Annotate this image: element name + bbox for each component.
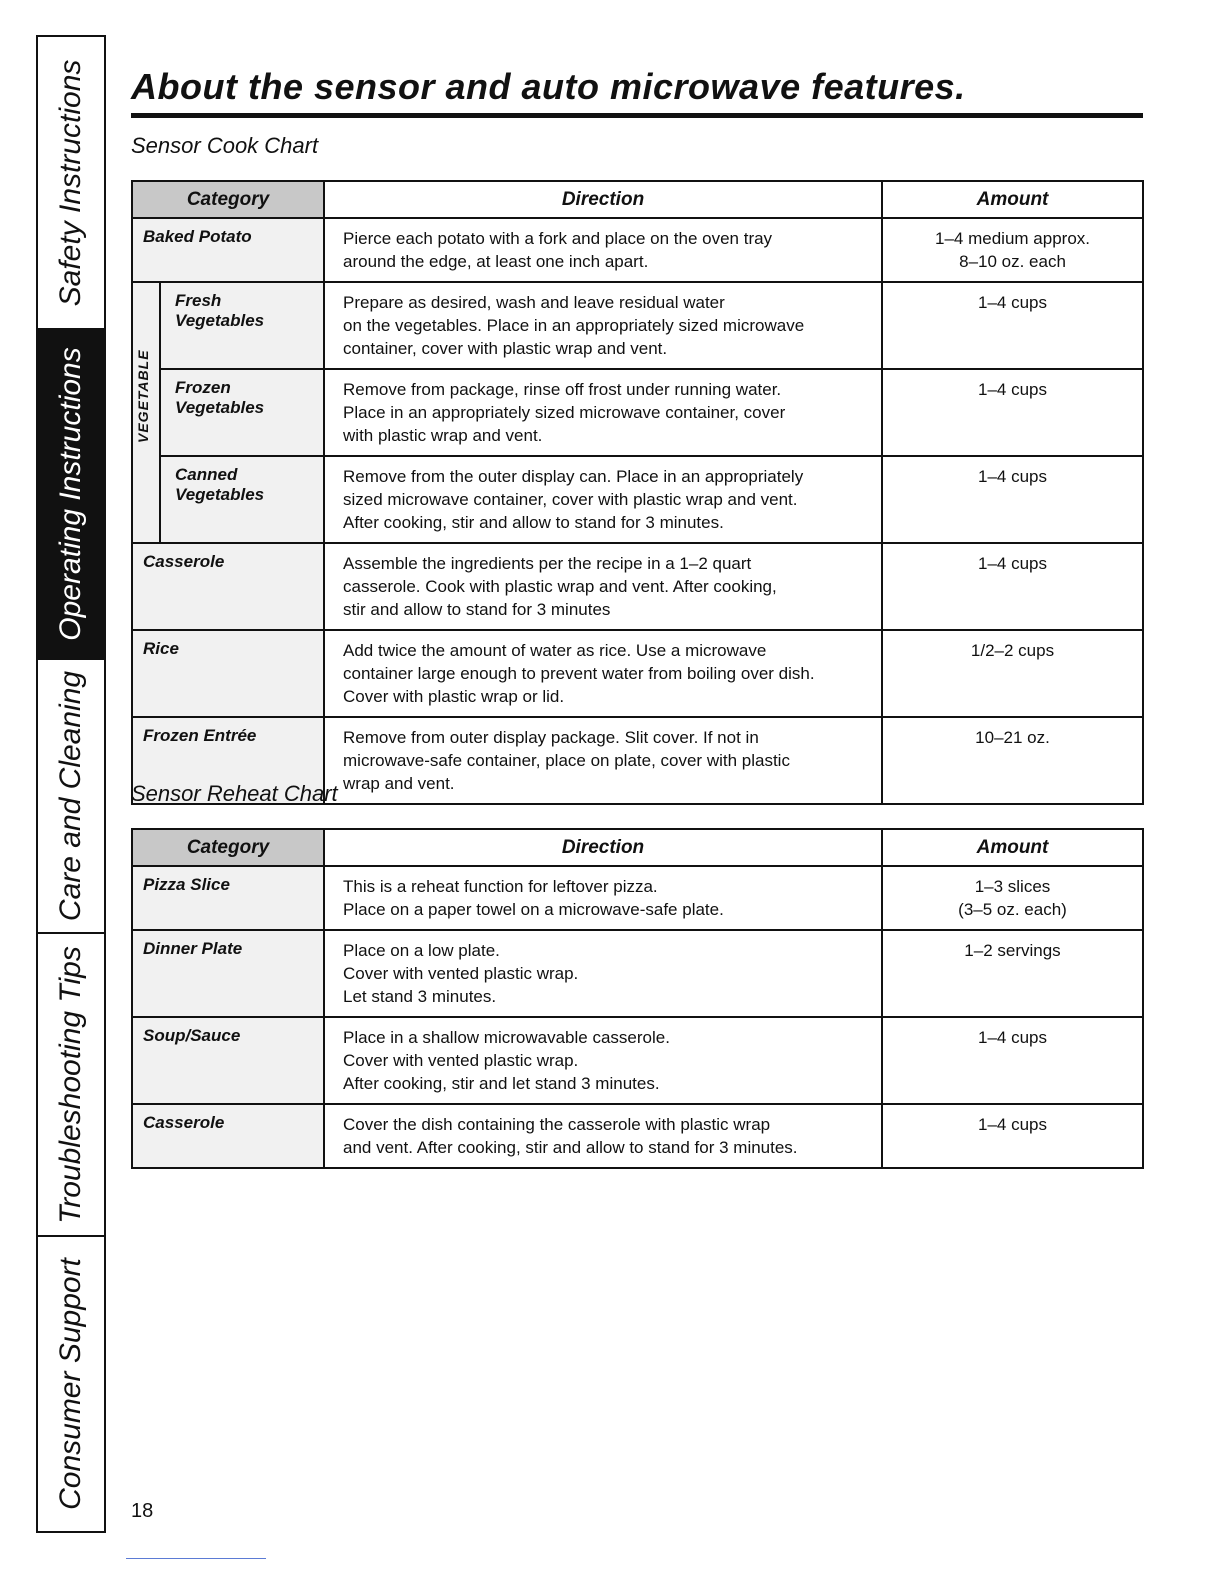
section-tab-bar xyxy=(36,35,106,1533)
amount-cell: 1–4 cups xyxy=(882,543,1143,630)
table-row xyxy=(132,866,1143,930)
amount-cell: 1–4 cups xyxy=(882,1017,1143,1104)
amount-cell: 1–2 servings xyxy=(882,930,1143,1017)
column-header-direction: Direction xyxy=(324,829,882,866)
category-cell: Soup/Sauce xyxy=(132,1017,324,1104)
direction-cell: Remove from package, rinse off frost under running water. Place in an appropriately sized microwave container, cover with plastic wrap and vent. xyxy=(324,369,882,456)
column-header-category: Category xyxy=(132,829,324,866)
tab-care-and-cleaning[interactable] xyxy=(38,660,104,934)
table-row xyxy=(132,456,1143,543)
direction-cell: Remove from the outer display can. Place in an appropriately sized microwave container, cover with plastic wrap and vent. After cooking, stir and allow to stand for 3 minutes. xyxy=(324,456,882,543)
tab-label: Operating Instructions xyxy=(54,347,87,641)
category-cell: Canned Vegetables xyxy=(160,456,324,543)
table-row xyxy=(132,543,1143,630)
amount-cell: 1–4 cups xyxy=(882,456,1143,543)
table-row xyxy=(132,218,1143,282)
sensor-reheat-chart xyxy=(131,828,1144,1169)
direction-cell: This is a reheat function for leftover pizza. Place on a paper towel on a microwave-safe plate. xyxy=(324,866,882,930)
tab-operating-instructions[interactable] xyxy=(38,330,104,660)
direction-cell: Place on a low plate. Cover with vented plastic wrap. Let stand 3 minutes. xyxy=(324,930,882,1017)
table-row xyxy=(132,369,1143,456)
table-row xyxy=(132,282,1143,369)
direction-cell: Add twice the amount of water as rice. Use a microwave container large enough to prevent water from boiling over dish. Cover with plastic wrap or lid. xyxy=(324,630,882,717)
category-cell: Baked Potato xyxy=(132,218,324,282)
table-row xyxy=(132,630,1143,717)
category-cell: Casserole xyxy=(132,543,324,630)
column-header-amount: Amount xyxy=(882,829,1143,866)
category-cell: Frozen Entrée xyxy=(132,717,324,804)
tab-label: Troubleshooting Tips xyxy=(54,945,87,1224)
category-cell: Dinner Plate xyxy=(132,930,324,1017)
column-header-category: Category xyxy=(132,181,324,218)
tab-consumer-support[interactable] xyxy=(38,1237,104,1531)
sensor-cook-chart xyxy=(131,180,1144,805)
direction-cell: Remove from outer display package. Slit cover. If not in microwave-safe container, place on plate, cover with plastic wrap and vent. xyxy=(324,717,882,804)
table-row xyxy=(132,1017,1143,1104)
column-header-direction: Direction xyxy=(324,181,882,218)
amount-cell: 1–4 cups xyxy=(882,1104,1143,1168)
tab-label: Care and Cleaning xyxy=(54,670,87,922)
title-divider xyxy=(131,113,1143,118)
tab-label: Safety Instructions xyxy=(54,59,87,306)
page-number: 18 xyxy=(131,1500,154,1522)
category-cell: Rice xyxy=(132,630,324,717)
direction-cell: Assemble the ingredients per the recipe in a 1–2 quart casserole. Cook with plastic wrap and vent. After cooking, stir and allow to stand for 3 minutes xyxy=(324,543,882,630)
vegetable-group-label: VEGETABLE xyxy=(135,349,151,443)
table-header-row xyxy=(132,181,1143,218)
direction-cell: Cover the dish containing the casserole with plastic wrap and vent. After cooking, stir and allow to stand for 3 minutes. xyxy=(324,1104,882,1168)
page-title: About the sensor and auto microwave features. xyxy=(131,66,966,107)
table-row xyxy=(132,1104,1143,1168)
sensor-cook-chart-heading: Sensor Cook Chart xyxy=(131,133,319,158)
direction-cell: Pierce each potato with a fork and place on the oven tray around the edge, at least one inch apart. xyxy=(324,218,882,282)
amount-cell: 1–4 cups xyxy=(882,369,1143,456)
tab-label: Consumer Support xyxy=(54,1258,87,1510)
table-header-row xyxy=(132,829,1143,866)
sensor-reheat-chart-heading: Sensor Reheat Chart xyxy=(131,781,338,806)
table-row xyxy=(132,930,1143,1017)
amount-cell: 10–21 oz. xyxy=(882,717,1143,804)
column-header-amount: Amount xyxy=(882,181,1143,218)
direction-cell: Prepare as desired, wash and leave residual water on the vegetables. Place in an appropriately sized microwave container, cover with plastic wrap and vent. xyxy=(324,282,882,369)
tab-safety-instructions[interactable] xyxy=(38,37,104,330)
amount-cell: 1–4 medium approx. 8–10 oz. each xyxy=(882,218,1143,282)
category-cell: Fresh Vegetables xyxy=(160,282,324,369)
category-cell: Casserole xyxy=(132,1104,324,1168)
direction-cell: Place in a shallow microwavable casserole. Cover with vented plastic wrap. After cooking, stir and let stand 3 minutes. xyxy=(324,1017,882,1104)
vegetable-group-cell xyxy=(132,282,160,543)
tab-troubleshooting-tips[interactable] xyxy=(38,934,104,1237)
amount-cell: 1/2–2 cups xyxy=(882,630,1143,717)
amount-cell: 1–4 cups xyxy=(882,282,1143,369)
category-cell: Pizza Slice xyxy=(132,866,324,930)
category-cell: Frozen Vegetables xyxy=(160,369,324,456)
amount-cell: 1–3 slices (3–5 oz. each) xyxy=(882,866,1143,930)
footer-divider xyxy=(126,1558,266,1559)
